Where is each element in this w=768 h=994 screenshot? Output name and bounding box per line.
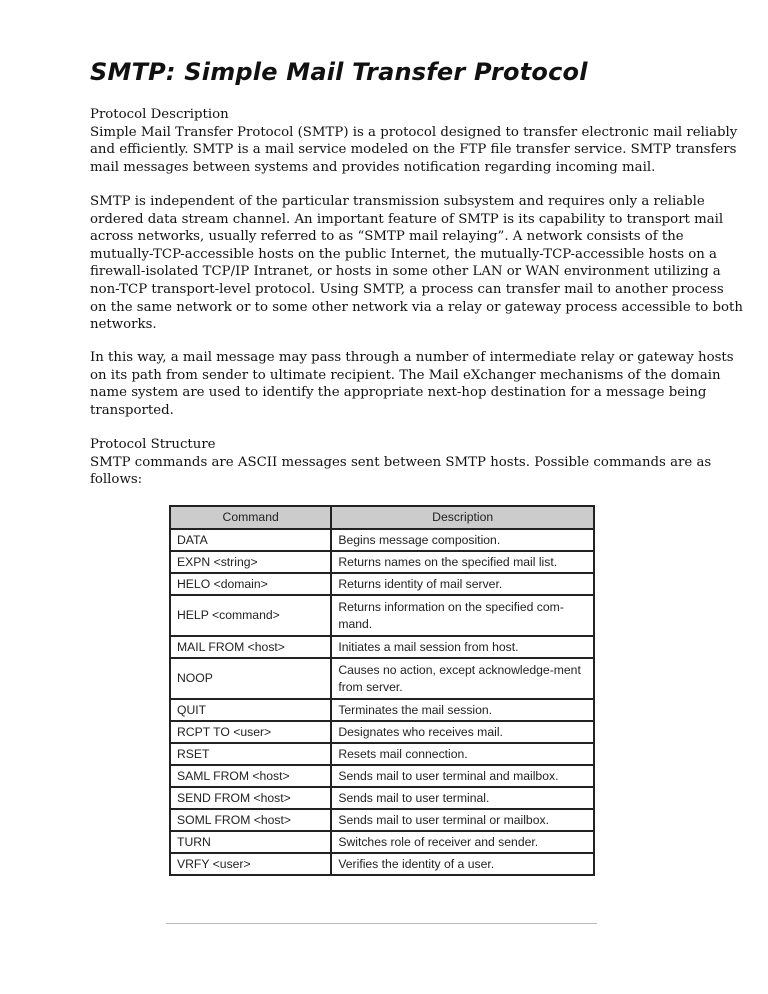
- table-row: [170, 765, 594, 787]
- command-cell: SOML FROM <host>: [170, 809, 331, 831]
- text-line: ordered data stream channel. An important feature of SMTP is its capability to transport mail: [90, 211, 724, 227]
- table-row: [170, 831, 594, 853]
- text-line: networks.: [90, 317, 157, 333]
- text-line: Protocol Description: [90, 107, 229, 122]
- header-command: Command: [170, 506, 331, 529]
- table-row: [170, 787, 594, 809]
- command-cell: EXPN <string>: [170, 551, 331, 573]
- command-cell: HELO <domain>: [170, 573, 331, 595]
- command-cell: DATA: [170, 529, 331, 551]
- description-cell: Verifies the identity of a user.: [331, 853, 594, 875]
- table-row: [170, 595, 594, 636]
- protocol-description-section: [90, 106, 738, 176]
- text-line: Simple Mail Transfer Protocol (SMTP) is a protocol designed to transfer electronic mail reliably: [90, 124, 738, 140]
- page-title: SMTP: Simple Mail Transfer Protocol: [90, 58, 588, 86]
- table-row: [170, 573, 594, 595]
- description-cell: Initiates a mail session from host.: [331, 636, 594, 658]
- table-row: [170, 699, 594, 721]
- text-line: on its path from sender to ultimate recipient. The Mail eXchanger mechanisms of the domain: [90, 367, 721, 383]
- command-cell: RCPT TO <user>: [170, 721, 331, 743]
- command-cell: SEND FROM <host>: [170, 787, 331, 809]
- description-cell: Resets mail connection.: [331, 743, 594, 765]
- text-line: across networks, usually referred to as “SMTP mail relaying”. A network consists of the: [90, 229, 684, 245]
- text-line: transported.: [90, 402, 174, 418]
- command-cell: RSET: [170, 743, 331, 765]
- text-line: mutually-TCP-accessible hosts on the public Internet, the mutually-TCP-accessible hosts on a: [90, 246, 717, 262]
- table-row: [170, 721, 594, 743]
- paragraph-relay: [90, 349, 734, 419]
- text-line: Protocol Structure: [90, 437, 216, 452]
- command-cell: HELP <command>: [170, 595, 331, 636]
- table-row: [170, 636, 594, 658]
- smtp-commands-table: [169, 505, 595, 876]
- command-cell: QUIT: [170, 699, 331, 721]
- description-cell: Sends mail to user terminal.: [331, 787, 594, 809]
- table-header-row: [170, 506, 594, 529]
- text-line: name system are used to identify the appropriate next-hop destination for a message being: [90, 385, 707, 401]
- table-row: [170, 658, 594, 699]
- text-line: on the same network or to some other network via a relay or gateway process accessible to both: [90, 299, 743, 315]
- description-cell: Causes no action, except acknowledge-ment from server.: [331, 658, 594, 699]
- text-line: follows:: [90, 472, 143, 488]
- description-cell: Terminates the mail session.: [331, 699, 594, 721]
- table-row: [170, 743, 594, 765]
- text-line: mail messages between systems and provides notification regarding incoming mail.: [90, 159, 656, 175]
- horizontal-rule: [166, 923, 597, 924]
- description-cell: Returns names on the specified mail list.: [331, 551, 594, 573]
- text-line: firewall-isolated TCP/IP Intranet, or hosts in some other LAN or WAN environment utilizing a: [90, 264, 721, 280]
- description-cell: Sends mail to user terminal and mailbox.: [331, 765, 594, 787]
- paragraph-independence: [90, 193, 743, 334]
- text-line: In this way, a mail message may pass through a number of intermediate relay or gateway hosts: [90, 350, 734, 365]
- description-cell: Returns identity of mail server.: [331, 573, 594, 595]
- table-row: [170, 529, 594, 551]
- text-line: non-TCP transport-level protocol. Using SMTP, a process can transfer mail to another process: [90, 281, 724, 297]
- description-cell: Sends mail to user terminal or mailbox.: [331, 809, 594, 831]
- description-cell: Returns information on the specified com-mand.: [331, 595, 594, 636]
- description-cell: Designates who receives mail.: [331, 721, 594, 743]
- description-cell: Switches role of receiver and sender.: [331, 831, 594, 853]
- text-line: SMTP commands are ASCII messages sent between SMTP hosts. Possible commands are as: [90, 454, 712, 470]
- table-row: [170, 853, 594, 875]
- command-cell: TURN: [170, 831, 331, 853]
- description-cell: Begins message composition.: [331, 529, 594, 551]
- table-row: [170, 809, 594, 831]
- command-cell: MAIL FROM <host>: [170, 636, 331, 658]
- command-cell: SAML FROM <host>: [170, 765, 331, 787]
- text-line: SMTP is independent of the particular transmission subsystem and requires only a reliable: [90, 194, 705, 209]
- text-line: and efficiently. SMTP is a mail service modeled on the FTP file transfer service. SMTP transfers: [90, 142, 737, 158]
- command-cell: VRFY <user>: [170, 853, 331, 875]
- table-row: [170, 551, 594, 573]
- header-description: Description: [331, 506, 594, 529]
- command-cell: NOOP: [170, 658, 331, 699]
- protocol-structure-section: [90, 436, 712, 489]
